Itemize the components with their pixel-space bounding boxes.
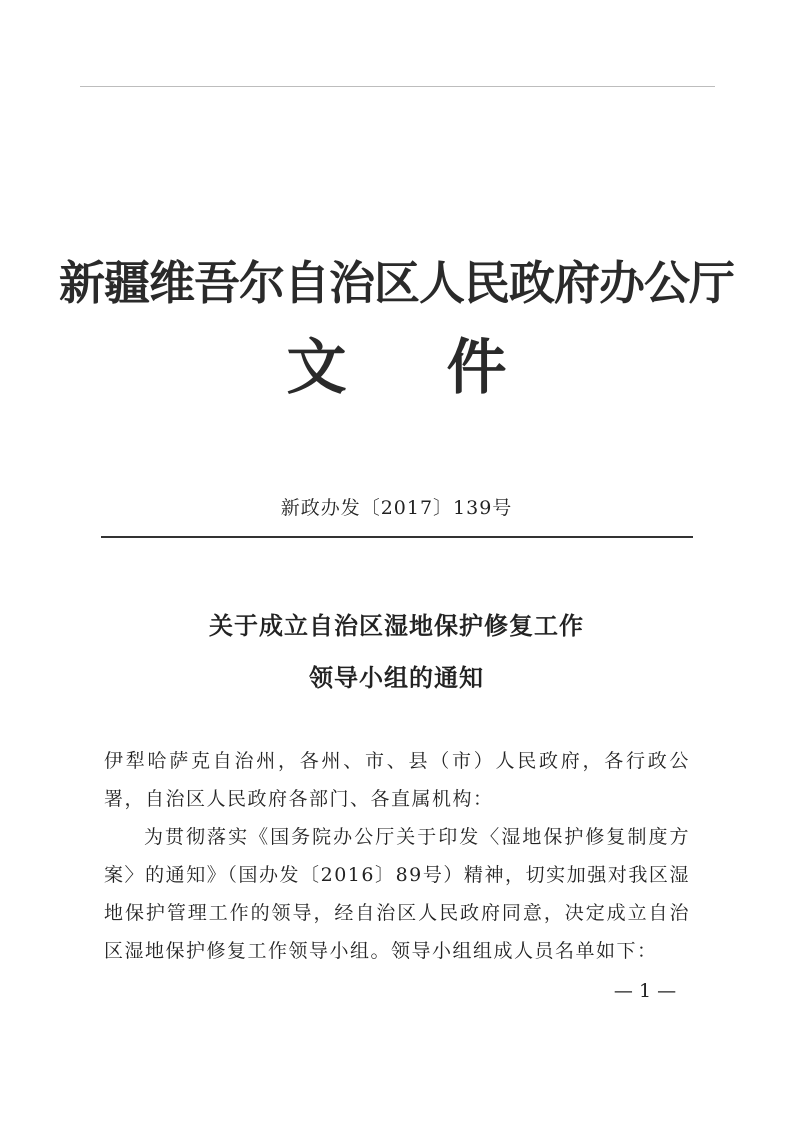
header-top-rule (80, 86, 715, 87)
document-type-char-2: 件 (446, 333, 507, 403)
notice-title (0, 600, 793, 704)
document-type-char-1: 文 (286, 333, 347, 403)
issuer-title: 新疆维吾尔自治区人民政府办公厅 (59, 256, 734, 310)
notice-body (104, 742, 690, 970)
document-type-heading (0, 330, 793, 406)
page-number: — 1 — (613, 980, 677, 1002)
notice-title-line-2: 领导小组的通知 (309, 663, 484, 692)
header-divider-rule (101, 536, 693, 538)
document-number: 新政办发〔2017〕139号 (280, 497, 513, 519)
addressees-paragraph: 伊犁哈萨克自治州，各州、市、县（市）人民政府，各行政公署，自治区人民政府各部门、各直属机构： (104, 750, 690, 810)
notice-title-line-1: 关于成立自治区湿地保护修复工作 (209, 611, 584, 640)
body-paragraph-1: 为贯彻落实《国务院办公厅关于印发〈湿地保护修复制度方案〉的通知》（国办发〔2016〕89号）精神，切实加强对我区湿地保护管理工作的领导，经自治区人民政府同意，决定成立自治区湿地保护修复工作领导小组。领导小组组成人员名单如下： (104, 826, 690, 962)
